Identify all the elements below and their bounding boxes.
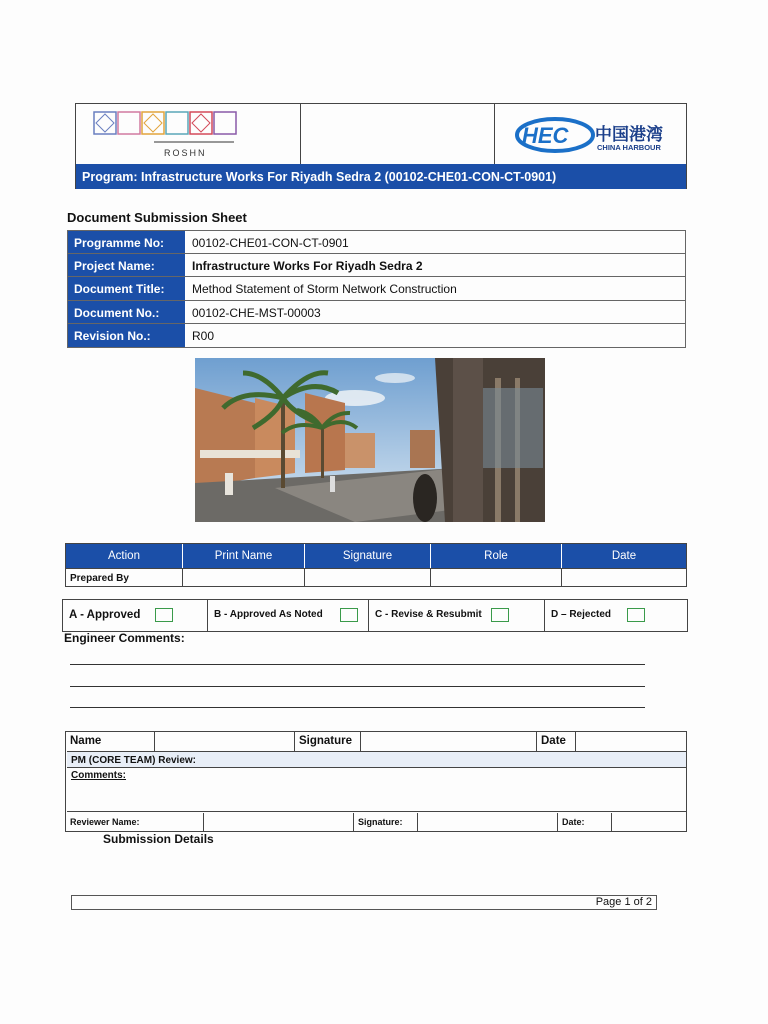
date-header: Date bbox=[562, 544, 686, 568]
comments-area[interactable] bbox=[67, 768, 686, 812]
roshn-logo bbox=[76, 104, 301, 164]
signature-input[interactable] bbox=[361, 732, 537, 751]
comment-line-2[interactable] bbox=[70, 686, 645, 687]
role-field[interactable] bbox=[431, 568, 562, 587]
hec-logo bbox=[495, 104, 686, 164]
action-header: Action bbox=[66, 544, 183, 568]
option-rejected bbox=[545, 600, 687, 631]
option-approved bbox=[63, 600, 208, 631]
svg-text:CHINA HARBOUR: CHINA HARBOUR bbox=[597, 143, 661, 152]
signature-field[interactable] bbox=[305, 568, 431, 587]
page-footer bbox=[71, 895, 657, 910]
option-approved-as-noted bbox=[208, 600, 369, 631]
hec-logo-cell bbox=[495, 104, 686, 164]
info-row-programme bbox=[67, 230, 686, 254]
info-row-project bbox=[67, 254, 686, 278]
option-approved-as-noted-label: B - Approved As Noted bbox=[214, 609, 323, 620]
svg-text:ROSHN: ROSHN bbox=[164, 148, 207, 158]
svg-text:HEC: HEC bbox=[522, 123, 569, 148]
project-rendering-image bbox=[195, 358, 545, 522]
option-rejected-label: D – Rejected bbox=[551, 609, 612, 620]
name-field[interactable] bbox=[155, 732, 295, 751]
print-name-field[interactable] bbox=[183, 568, 305, 587]
date2-field[interactable] bbox=[612, 813, 686, 831]
info-row-title bbox=[67, 277, 686, 301]
comment-line-3[interactable] bbox=[70, 707, 645, 708]
info-value: R00 bbox=[192, 329, 215, 343]
info-label: Document Title: bbox=[68, 277, 186, 300]
program-bar: Program: Infrastructure Works For Riyadh Sedra 2 (00102-CHE01-CON-CT-0901) bbox=[76, 164, 686, 189]
reviewer-name-field[interactable] bbox=[204, 813, 354, 831]
signature-header: Signature bbox=[305, 544, 431, 568]
approved-as-noted-checkbox[interactable] bbox=[340, 608, 358, 622]
engineer-comments-label: Engineer Comments: bbox=[64, 631, 185, 645]
info-label: Document No.: bbox=[68, 301, 186, 324]
comment-line-1[interactable] bbox=[70, 664, 645, 665]
document-heading: Document Submission Sheet bbox=[67, 210, 247, 225]
header-blank-cell bbox=[301, 104, 495, 164]
info-value: Method Statement of Storm Network Construction bbox=[192, 282, 457, 296]
review-block bbox=[65, 731, 687, 832]
signature2-field[interactable] bbox=[418, 813, 558, 831]
pm-review-label: PM (CORE TEAM) Review: bbox=[67, 751, 686, 768]
print-name-header: Print Name bbox=[183, 544, 305, 568]
date2-label: Date: bbox=[558, 813, 612, 831]
info-value: 00102-CHE-MST-00003 bbox=[192, 305, 321, 320]
date-input[interactable] bbox=[576, 732, 686, 751]
option-revise-resubmit bbox=[369, 600, 545, 631]
approved-checkbox[interactable] bbox=[155, 608, 173, 622]
comments-label: Comments: bbox=[71, 770, 127, 781]
page-number: Page 1 of 2 bbox=[595, 896, 652, 908]
submission-details-label: Submission Details bbox=[103, 832, 214, 846]
info-label: Programme No: bbox=[68, 231, 186, 253]
svg-text:中国港湾: 中国港湾 bbox=[595, 125, 663, 145]
date-label: Date bbox=[537, 732, 576, 751]
action-table bbox=[65, 543, 687, 587]
document-info-table bbox=[67, 230, 686, 348]
document-header bbox=[75, 103, 687, 189]
rejected-checkbox[interactable] bbox=[627, 608, 645, 622]
option-approved-label: A - Approved bbox=[69, 609, 141, 621]
reviewer-name-label: Reviewer Name: bbox=[66, 813, 204, 831]
info-value: Infrastructure Works For Riyadh Sedra 2 bbox=[192, 258, 423, 273]
signature2-label: Signature: bbox=[354, 813, 418, 831]
name-label: Name bbox=[66, 732, 155, 751]
revise-resubmit-checkbox[interactable] bbox=[491, 608, 509, 622]
role-header: Role bbox=[431, 544, 562, 568]
info-label: Project Name: bbox=[68, 254, 186, 277]
option-revise-resubmit-label: C - Revise & Resubmit bbox=[375, 609, 482, 620]
info-row-docno bbox=[67, 301, 686, 325]
approval-options bbox=[62, 599, 688, 632]
info-row-revision bbox=[67, 324, 686, 348]
prepared-by-label: Prepared By bbox=[66, 568, 183, 587]
info-label: Revision No.: bbox=[68, 324, 186, 347]
info-value: 00102-CHE01-CON-CT-0901 bbox=[192, 236, 349, 250]
signature-label: Signature bbox=[295, 732, 361, 751]
roshn-logo-cell bbox=[76, 104, 301, 164]
date-field[interactable] bbox=[562, 568, 686, 587]
